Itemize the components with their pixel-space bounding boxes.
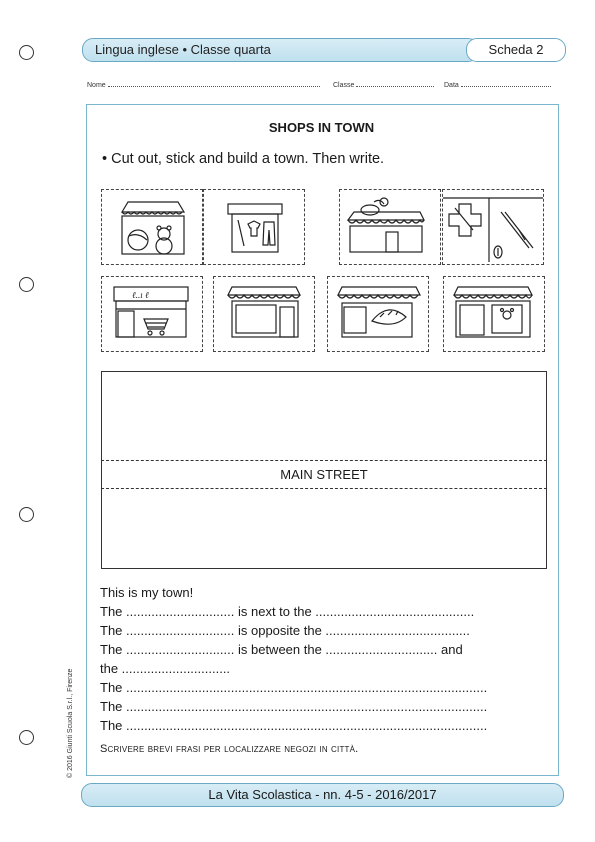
- street-edge-top: [101, 460, 547, 461]
- food-shop-icon: [340, 190, 440, 264]
- street-edge-bottom: [101, 488, 547, 489]
- date-label: Data: [444, 82, 459, 89]
- sheet-badge: [466, 38, 566, 62]
- shop-card-pet-shop[interactable]: [443, 276, 545, 352]
- main-street-label: MAIN STREET: [280, 467, 368, 482]
- copyright-notice: © 2016 Giunti Scuola S.r.l., Firenze: [67, 668, 74, 778]
- writing-line[interactable]: the ..............................: [100, 661, 231, 676]
- writing-line[interactable]: The .............................. is next to the ............................................: [100, 604, 475, 619]
- subject-label: Lingua inglese • Classe quarta: [95, 42, 271, 57]
- name-label: Nome: [87, 82, 106, 89]
- writing-line[interactable]: The ....................................................................................................: [100, 680, 488, 695]
- publication-footer: [81, 783, 564, 807]
- pharmacy-icon: [443, 190, 543, 264]
- clothes-shop-icon: [204, 190, 304, 264]
- svg-text:ℓ..ı ℓ: ℓ..ı ℓ: [132, 290, 149, 300]
- binder-hole: [19, 277, 34, 292]
- writing-line[interactable]: The .............................. is between the ............................... and: [100, 642, 463, 657]
- shop-card-bakery[interactable]: [327, 276, 429, 352]
- class-field[interactable]: [333, 80, 434, 89]
- toy-shop-icon: [102, 190, 202, 264]
- bakery-icon: [328, 277, 428, 351]
- binder-hole: [19, 730, 34, 745]
- worksheet-title: SHOPS IN TOWN: [268, 120, 375, 135]
- writing-line[interactable]: This is my town!: [100, 585, 194, 600]
- shop-card-supermarket[interactable]: [101, 276, 203, 352]
- binder-hole: [19, 45, 34, 60]
- supermarket-icon: [102, 277, 202, 351]
- shop-card-food-shop[interactable]: [339, 189, 441, 265]
- binder-hole: [19, 507, 34, 522]
- name-field[interactable]: [87, 80, 320, 89]
- sheet-label: Scheda 2: [488, 42, 544, 57]
- subject-header: [82, 38, 479, 62]
- instruction: • Cut out, stick and build a town. Then write.: [102, 151, 385, 167]
- writing-line[interactable]: The .............................. is opposite the ........................................: [100, 623, 470, 638]
- shop-card-shop[interactable]: [213, 276, 315, 352]
- class-label: Classe: [333, 82, 355, 89]
- shop-card-pharmacy[interactable]: [442, 189, 544, 265]
- date-field[interactable]: [444, 80, 551, 89]
- publication-label: La Vita Scolastica - nn. 4-5 - 2016/2017: [208, 787, 437, 802]
- shop-icon: [214, 277, 314, 351]
- teacher-note: Scrivere brevi frasi per localizzare negozi in città.: [100, 743, 359, 755]
- writing-line[interactable]: The ....................................................................................................: [100, 718, 488, 733]
- shop-card-clothes-shop[interactable]: [203, 189, 305, 265]
- writing-line[interactable]: The ....................................................................................................: [100, 699, 488, 714]
- shop-card-toy-shop[interactable]: [101, 189, 203, 265]
- pet-shop-icon: [444, 277, 544, 351]
